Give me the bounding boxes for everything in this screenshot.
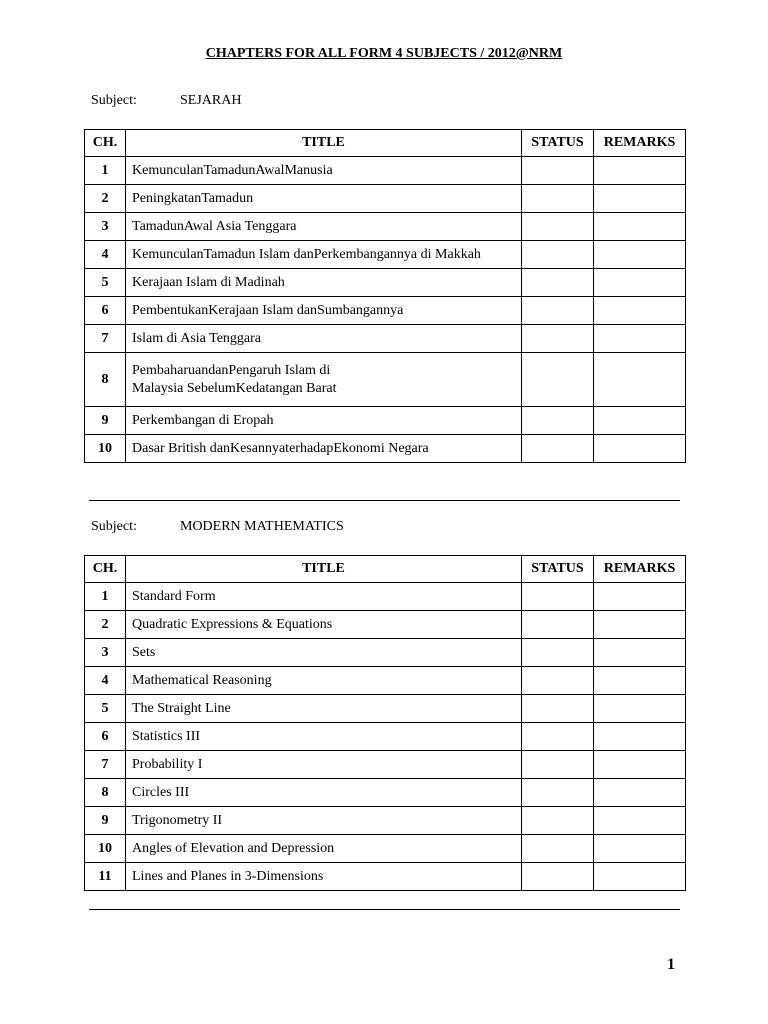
chapter-title: Angles of Elevation and Depression: [126, 835, 522, 863]
status-cell: [522, 807, 594, 835]
chapter-title: TamadunAwal Asia Tenggara: [126, 213, 522, 241]
remarks-cell: [594, 213, 686, 241]
table-row: [85, 435, 686, 463]
remarks-cell: [594, 807, 686, 835]
subject-line-modern-mathematics: [91, 519, 344, 535]
remarks-cell: [594, 325, 686, 353]
chapter-number: 6: [85, 297, 126, 325]
chapter-title: Trigonometry II: [126, 807, 522, 835]
table-row: [85, 639, 686, 667]
header-remarks: REMARKS: [594, 556, 686, 583]
subject-name: SEJARAH: [180, 93, 242, 108]
remarks-cell: [594, 835, 686, 863]
table-row: [85, 407, 686, 435]
remarks-cell: [594, 157, 686, 185]
subject-line-sejarah: [91, 93, 241, 109]
table-header-row: [85, 130, 686, 157]
subject-label: Subject:: [91, 93, 137, 108]
remarks-cell: [594, 863, 686, 891]
chapter-number: 7: [85, 751, 126, 779]
remarks-cell: [594, 723, 686, 751]
table-row: [85, 611, 686, 639]
chapter-title: Kerajaan Islam di Madinah: [126, 269, 522, 297]
remarks-cell: [594, 185, 686, 213]
status-cell: [522, 863, 594, 891]
chapter-number: 6: [85, 723, 126, 751]
table-row: [85, 751, 686, 779]
table-row: [85, 863, 686, 891]
remarks-cell: [594, 779, 686, 807]
chapter-table-modern-mathematics: [84, 555, 686, 891]
remarks-cell: [594, 297, 686, 325]
status-cell: [522, 213, 594, 241]
chapter-number: 4: [85, 667, 126, 695]
status-cell: [522, 269, 594, 297]
chapter-title: Sets: [126, 639, 522, 667]
chapter-number: 1: [85, 157, 126, 185]
table-row: [85, 835, 686, 863]
header-status: STATUS: [522, 130, 594, 157]
chapter-number: 3: [85, 639, 126, 667]
chapter-title: Lines and Planes in 3-Dimensions: [126, 863, 522, 891]
section-divider: [89, 909, 680, 910]
table-row: [85, 723, 686, 751]
chapter-number: 2: [85, 611, 126, 639]
chapter-number: 3: [85, 213, 126, 241]
status-cell: [522, 779, 594, 807]
chapter-number: 2: [85, 185, 126, 213]
chapter-number: 9: [85, 407, 126, 435]
chapter-number: 8: [85, 779, 126, 807]
chapter-title: Standard Form: [126, 583, 522, 611]
chapter-number: 5: [85, 695, 126, 723]
chapter-number: 10: [85, 435, 126, 463]
chapter-title: PembentukanKerajaan Islam danSumbangannya: [126, 297, 522, 325]
chapter-table-sejarah: [84, 129, 686, 463]
document-title: CHAPTERS FOR ALL FORM 4 SUBJECTS / 2012@NRM: [205, 46, 563, 61]
chapter-title: PembaharuandanPengaruh Islam di Malaysia SebelumKedatangan Barat: [126, 353, 522, 407]
status-cell: [522, 297, 594, 325]
table-row: [85, 667, 686, 695]
chapter-title: KemunculanTamadunAwalManusia: [126, 157, 522, 185]
status-cell: [522, 185, 594, 213]
chapter-title: Statistics III: [126, 723, 522, 751]
chapter-number: 8: [85, 353, 126, 407]
table-row: [85, 353, 686, 407]
header-remarks: REMARKS: [594, 130, 686, 157]
table-row: [85, 325, 686, 353]
status-cell: [522, 241, 594, 269]
table-row: [85, 269, 686, 297]
status-cell: [522, 407, 594, 435]
header-ch: CH.: [85, 556, 126, 583]
table-header-row: [85, 556, 686, 583]
subject-name: MODERN MATHEMATICS: [180, 519, 344, 534]
page-number: 1: [667, 956, 675, 973]
status-cell: [522, 723, 594, 751]
remarks-cell: [594, 639, 686, 667]
chapter-title: Islam di Asia Tenggara: [126, 325, 522, 353]
status-cell: [522, 751, 594, 779]
chapter-title: Perkembangan di Eropah: [126, 407, 522, 435]
status-cell: [522, 639, 594, 667]
status-cell: [522, 353, 594, 407]
remarks-cell: [594, 269, 686, 297]
table-row: [85, 807, 686, 835]
chapter-title: Probability I: [126, 751, 522, 779]
subject-label: Subject:: [91, 519, 137, 534]
chapter-number: 9: [85, 807, 126, 835]
status-cell: [522, 325, 594, 353]
remarks-cell: [594, 583, 686, 611]
status-cell: [522, 583, 594, 611]
chapter-title: Mathematical Reasoning: [126, 667, 522, 695]
status-cell: [522, 435, 594, 463]
status-cell: [522, 157, 594, 185]
chapter-number: 7: [85, 325, 126, 353]
status-cell: [522, 667, 594, 695]
remarks-cell: [594, 751, 686, 779]
table-row: [85, 695, 686, 723]
header-title: TITLE: [126, 130, 522, 157]
chapter-number: 5: [85, 269, 126, 297]
chapter-title: PeningkatanTamadun: [126, 185, 522, 213]
status-cell: [522, 695, 594, 723]
header-status: STATUS: [522, 556, 594, 583]
chapter-title: Dasar British danKesannyaterhadapEkonomi Negara: [126, 435, 522, 463]
chapter-number: 11: [85, 863, 126, 891]
remarks-cell: [594, 667, 686, 695]
status-cell: [522, 835, 594, 863]
status-cell: [522, 611, 594, 639]
header-ch: CH.: [85, 130, 126, 157]
chapter-title: KemunculanTamadun Islam danPerkembangannya di Makkah: [126, 241, 522, 269]
table-row: [85, 157, 686, 185]
remarks-cell: [594, 611, 686, 639]
chapter-title: Circles III: [126, 779, 522, 807]
remarks-cell: [594, 353, 686, 407]
chapter-title: Quadratic Expressions & Equations: [126, 611, 522, 639]
header-title: TITLE: [126, 556, 522, 583]
table-row: [85, 297, 686, 325]
table-row: [85, 213, 686, 241]
remarks-cell: [594, 695, 686, 723]
table-row: [85, 583, 686, 611]
chapter-number: 4: [85, 241, 126, 269]
section-divider: [89, 500, 680, 501]
chapter-number: 10: [85, 835, 126, 863]
table-row: [85, 241, 686, 269]
table-row: [85, 779, 686, 807]
remarks-cell: [594, 435, 686, 463]
table-row: [85, 185, 686, 213]
remarks-cell: [594, 241, 686, 269]
chapter-title: The Straight Line: [126, 695, 522, 723]
chapter-number: 1: [85, 583, 126, 611]
remarks-cell: [594, 407, 686, 435]
